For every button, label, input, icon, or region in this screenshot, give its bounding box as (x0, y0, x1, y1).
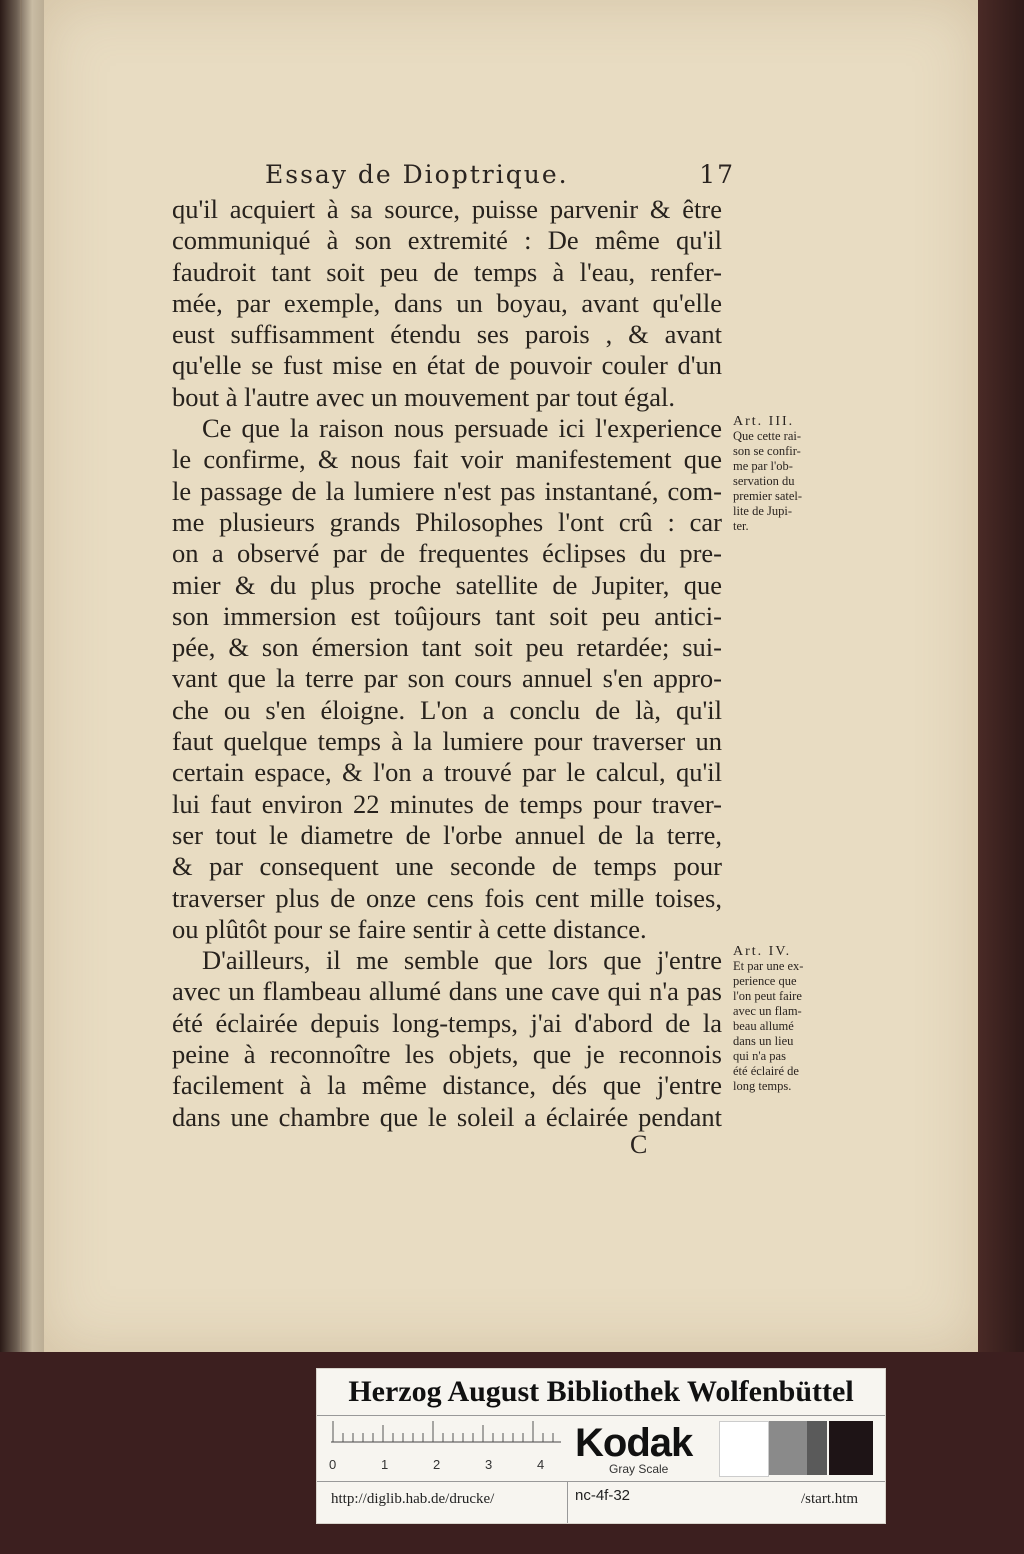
text-line: & par consequent une seconde de temps pour (172, 851, 722, 882)
running-head (265, 160, 735, 190)
text-line: faudroit tant soit peu de temps à l'eau, renfer- (172, 256, 722, 287)
margin-note-line: perience que (733, 974, 797, 988)
library-name: Herzog August Bibliothek Wolfenbüttel (348, 1375, 854, 1408)
gray-swatch-black (829, 1421, 873, 1475)
text-line: certain espace, & l'on a trouvé par le calcul, qu'il (172, 757, 722, 788)
text-line: qu'elle se fust mise en état de pouvoir couler d'un (172, 350, 722, 381)
margin-note-line: lite de Jupi- (733, 504, 793, 518)
text-line: vant que la terre par son cours annuel s'en appro- (172, 663, 722, 694)
ruler-numbers (325, 1457, 555, 1473)
color-calibration-card (316, 1368, 886, 1524)
margin-note-line: servation du (733, 474, 795, 488)
margin-note-line: long temps. (733, 1079, 792, 1093)
margin-note-line: ter. (733, 519, 749, 533)
margin-note-line: été éclairé de (733, 1064, 799, 1078)
ruler-number: 4 (537, 1457, 545, 1472)
text-line: lui faut environ 22 minutes de temps pour traver- (172, 788, 722, 819)
shelfmark: nc-4f-32 (575, 1487, 631, 1504)
text-line: faut quelque temps à la lumiere pour traverser un (172, 726, 722, 757)
ruler-icon (331, 1421, 561, 1443)
text-line: été éclairée depuis long-temps, j'ai d'abord de la (172, 1007, 722, 1038)
gray-swatch-mid (769, 1421, 807, 1475)
text-line: me plusieurs grands Philosophes l'ont crû : car (172, 506, 722, 537)
text-line: communiqué à son extremité : De même qu'il (172, 225, 722, 256)
gray-swatch-white (719, 1421, 769, 1477)
text-line: le confirme, & nous fait voir manifestement que (172, 444, 722, 475)
running-head-title: Essay de Dioptrique. (265, 160, 569, 189)
text-line: qu'il acquiert à sa source, puisse parvenir & être (172, 194, 722, 224)
margin-note-line: Que cette rai- (733, 429, 802, 443)
margin-note-art-iv (733, 944, 837, 1094)
ruler-number: 0 (329, 1457, 337, 1472)
margin-note-label: Art. III. (733, 414, 795, 429)
ruler-number: 3 (485, 1457, 493, 1472)
margin-note-line: Et par une ex- (733, 959, 804, 973)
margin-note-line: premier satel- (733, 489, 803, 503)
margin-note-line: beau allumé (733, 1019, 794, 1033)
ruler-number: 2 (433, 1457, 441, 1472)
margin-note-art-iii (733, 414, 837, 534)
text-line: eust suffisamment étendu ses parois , & avant (172, 319, 722, 350)
margin-note-line: avec un flam- (733, 1004, 802, 1018)
background-right (978, 0, 1024, 1554)
book-edge (0, 0, 46, 1554)
text-line: ou plûtôt pour se faire sentir à cette distance. (172, 913, 647, 944)
text-line: dans une chambre que le soleil a éclairée pendant (172, 1101, 722, 1132)
text-line: avec un flambeau allumé dans une cave qui n'a pas (172, 976, 722, 1007)
kodak-logo: Kodak (575, 1421, 693, 1465)
margin-note-line: l'on peut faire (733, 989, 802, 1003)
text-line: son immersion est toûjours tant soit peu antici- (172, 600, 722, 631)
text-line: le passage de la lumiere n'est pas instantané, com- (172, 475, 722, 506)
body-text (172, 194, 722, 1133)
url-left: http://diglib.hab.de/drucke/ (331, 1491, 495, 1507)
text-line: che ou s'en éloigne. L'on a conclu de là, qu'il (172, 694, 722, 725)
margin-note-line: qui n'a pas (733, 1049, 786, 1063)
text-line: pée, & son émersion tant soit peu retardée; sui- (172, 632, 722, 663)
url-right: /start.htm (801, 1491, 859, 1507)
text-line: mée, par exemple, dans un boyau, avant qu'elle (172, 287, 722, 318)
ruler-number: 1 (381, 1457, 389, 1472)
gray-scale-label: Gray Scale (609, 1462, 669, 1476)
text-line: on a observé par de frequentes éclipses du pre- (172, 538, 722, 569)
margin-note-line: me par l'ob- (733, 459, 793, 473)
signature-mark: C (630, 1130, 648, 1159)
text-line: mier & du plus proche satellite de Jupiter, que (172, 569, 722, 600)
margin-note-line: dans un lieu (733, 1034, 794, 1048)
margin-note-line: son se confir- (733, 444, 801, 458)
text-line: bout à l'autre avec un mouvement par tout égal. (172, 381, 675, 412)
text-line: ser tout le diametre de l'orbe annuel de la terre, (172, 819, 722, 850)
margin-note-label: Art. IV. (733, 944, 792, 959)
text-line: Ce que la raison nous persuade ici l'experience (202, 413, 722, 444)
text-line: peine à reconnoître les objets, que je reconnois (172, 1039, 722, 1070)
page-number: 17 (699, 160, 735, 189)
text-line: facilement à la même distance, dés que j'entre (172, 1070, 722, 1101)
text-line: traverser plus de onze cens fois cent mille toises, (172, 882, 722, 913)
text-line: D'ailleurs, il me semble que lors que j'entre (202, 945, 722, 976)
gray-swatch-dark (807, 1421, 827, 1475)
